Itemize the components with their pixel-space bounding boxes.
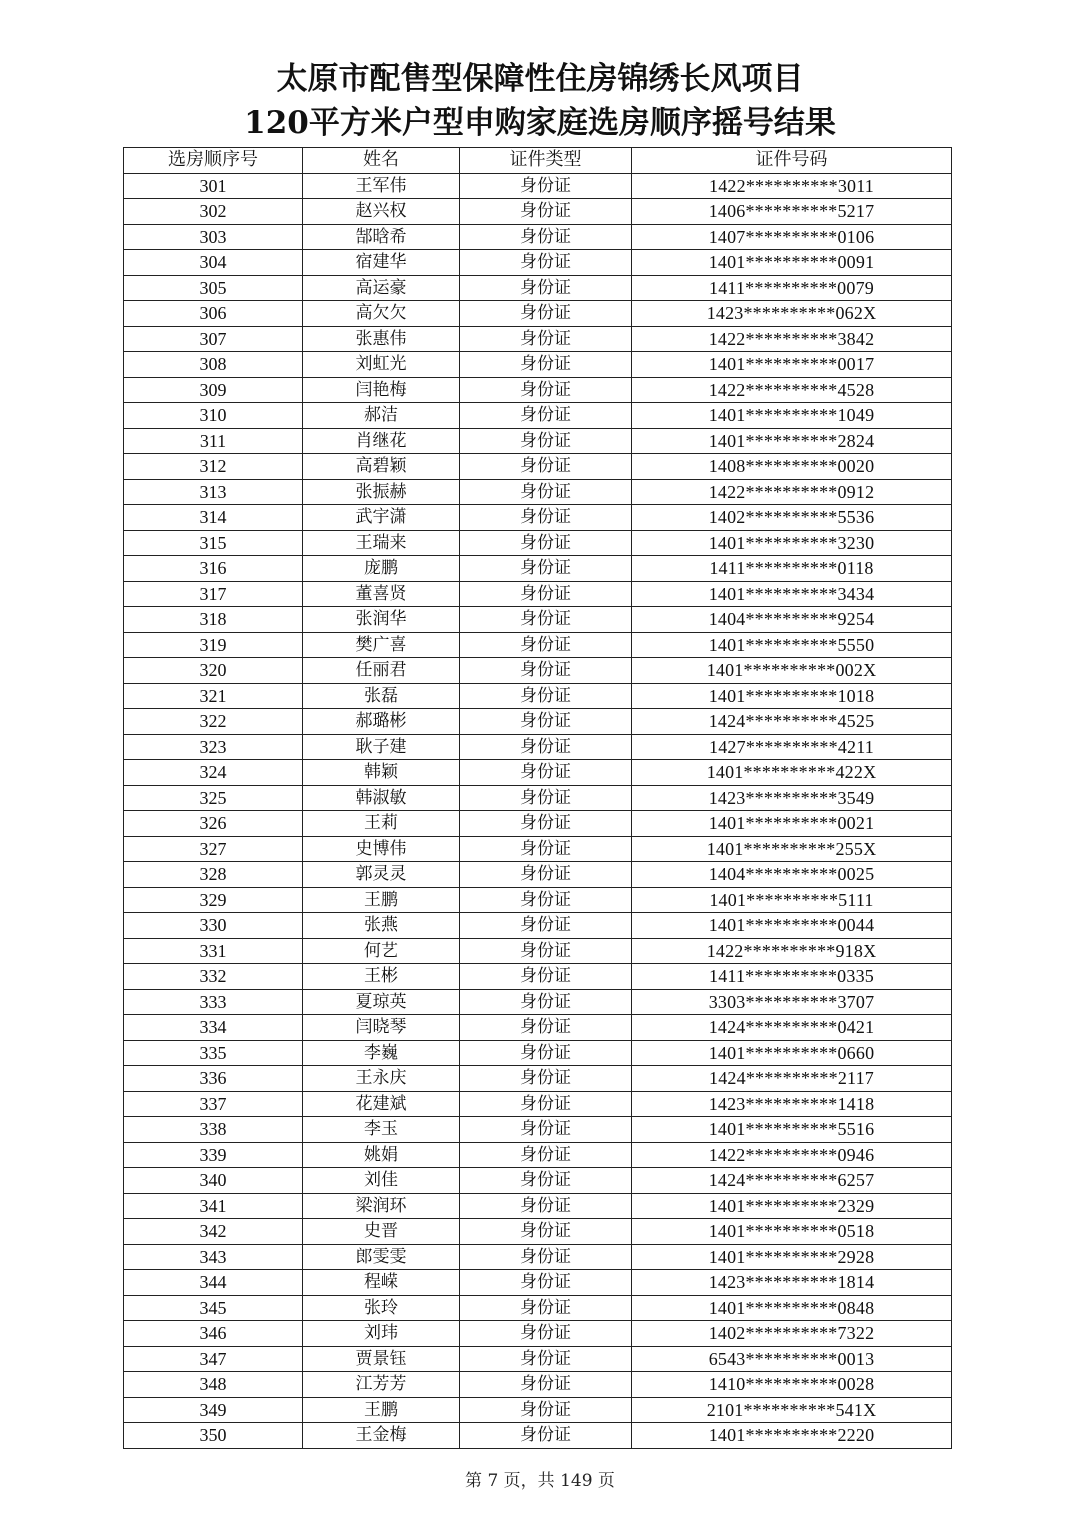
sequence-cell: 332 bbox=[124, 964, 303, 990]
id-type-cell: 身份证 bbox=[460, 428, 632, 454]
column-header-id-number: 证件号码 bbox=[632, 148, 952, 174]
table-row bbox=[124, 1142, 952, 1168]
id-type-cell: 身份证 bbox=[460, 1397, 632, 1423]
sequence-cell: 348 bbox=[124, 1372, 303, 1398]
sequence-cell: 349 bbox=[124, 1397, 303, 1423]
id-number-cell: 1424**********2117 bbox=[632, 1066, 952, 1092]
sequence-cell: 324 bbox=[124, 760, 303, 786]
id-type-cell: 身份证 bbox=[460, 1423, 632, 1449]
sequence-cell: 315 bbox=[124, 530, 303, 556]
id-number-cell: 1422**********3842 bbox=[632, 326, 952, 352]
name-cell: 武宇潇 bbox=[303, 505, 460, 531]
sequence-cell: 335 bbox=[124, 1040, 303, 1066]
table-body bbox=[124, 173, 952, 1448]
sequence-cell: 337 bbox=[124, 1091, 303, 1117]
id-type-cell: 身份证 bbox=[460, 913, 632, 939]
id-type-cell: 身份证 bbox=[460, 301, 632, 327]
sequence-cell: 334 bbox=[124, 1015, 303, 1041]
id-type-cell: 身份证 bbox=[460, 1168, 632, 1194]
id-number-cell: 1404**********9254 bbox=[632, 607, 952, 633]
table-row bbox=[124, 836, 952, 862]
table-row bbox=[124, 1295, 952, 1321]
id-number-cell: 1423**********3549 bbox=[632, 785, 952, 811]
sequence-cell: 312 bbox=[124, 454, 303, 480]
name-cell: 任丽君 bbox=[303, 658, 460, 684]
name-cell: 王莉 bbox=[303, 811, 460, 837]
name-cell: 韩颖 bbox=[303, 760, 460, 786]
table-row bbox=[124, 862, 952, 888]
name-cell: 郜晗希 bbox=[303, 224, 460, 250]
table-row bbox=[124, 683, 952, 709]
table-row bbox=[124, 377, 952, 403]
table-row bbox=[124, 938, 952, 964]
table-row bbox=[124, 632, 952, 658]
id-number-cell: 1401**********2329 bbox=[632, 1193, 952, 1219]
id-number-cell: 1424**********6257 bbox=[632, 1168, 952, 1194]
name-cell: 郝洁 bbox=[303, 403, 460, 429]
id-type-cell: 身份证 bbox=[460, 326, 632, 352]
name-cell: 郎雯雯 bbox=[303, 1244, 460, 1270]
name-cell: 姚娟 bbox=[303, 1142, 460, 1168]
name-cell: 耿子建 bbox=[303, 734, 460, 760]
table-row bbox=[124, 275, 952, 301]
id-number-cell: 1401**********002X bbox=[632, 658, 952, 684]
sequence-cell: 307 bbox=[124, 326, 303, 352]
sequence-cell: 343 bbox=[124, 1244, 303, 1270]
name-cell: 程嵘 bbox=[303, 1270, 460, 1296]
name-cell: 李巍 bbox=[303, 1040, 460, 1066]
id-type-cell: 身份证 bbox=[460, 811, 632, 837]
name-cell: 史博伟 bbox=[303, 836, 460, 862]
sequence-cell: 308 bbox=[124, 352, 303, 378]
id-number-cell: 1423**********1418 bbox=[632, 1091, 952, 1117]
id-type-cell: 身份证 bbox=[460, 709, 632, 735]
id-number-cell: 1422**********4528 bbox=[632, 377, 952, 403]
column-header-id-type: 证件类型 bbox=[460, 148, 632, 174]
name-cell: 王鹏 bbox=[303, 1397, 460, 1423]
sequence-cell: 321 bbox=[124, 683, 303, 709]
id-type-cell: 身份证 bbox=[460, 377, 632, 403]
id-number-cell: 1411**********0335 bbox=[632, 964, 952, 990]
name-cell: 贾景钰 bbox=[303, 1346, 460, 1372]
table-row bbox=[124, 1270, 952, 1296]
id-type-cell: 身份证 bbox=[460, 1066, 632, 1092]
sequence-cell: 320 bbox=[124, 658, 303, 684]
name-cell: 郝璐彬 bbox=[303, 709, 460, 735]
id-type-cell: 身份证 bbox=[460, 352, 632, 378]
name-cell: 赵兴权 bbox=[303, 199, 460, 225]
id-type-cell: 身份证 bbox=[460, 1321, 632, 1347]
sequence-cell: 336 bbox=[124, 1066, 303, 1092]
name-cell: 闫晓琴 bbox=[303, 1015, 460, 1041]
sequence-cell: 319 bbox=[124, 632, 303, 658]
sequence-cell: 331 bbox=[124, 938, 303, 964]
sequence-cell: 318 bbox=[124, 607, 303, 633]
id-type-cell: 身份证 bbox=[460, 1244, 632, 1270]
table-row bbox=[124, 1244, 952, 1270]
name-cell: 张惠伟 bbox=[303, 326, 460, 352]
sequence-cell: 322 bbox=[124, 709, 303, 735]
sequence-cell: 313 bbox=[124, 479, 303, 505]
id-number-cell: 1401**********0848 bbox=[632, 1295, 952, 1321]
name-cell: 王彬 bbox=[303, 964, 460, 990]
id-type-cell: 身份证 bbox=[460, 658, 632, 684]
id-number-cell: 1401**********0091 bbox=[632, 250, 952, 276]
sequence-cell: 329 bbox=[124, 887, 303, 913]
table-row bbox=[124, 556, 952, 582]
id-type-cell: 身份证 bbox=[460, 785, 632, 811]
sequence-cell: 317 bbox=[124, 581, 303, 607]
name-cell: 高欠欠 bbox=[303, 301, 460, 327]
column-header-sequence: 选房顺序号 bbox=[124, 148, 303, 174]
id-number-cell: 1401**********0660 bbox=[632, 1040, 952, 1066]
sequence-cell: 311 bbox=[124, 428, 303, 454]
id-number-cell: 1410**********0028 bbox=[632, 1372, 952, 1398]
id-type-cell: 身份证 bbox=[460, 1219, 632, 1245]
table-row bbox=[124, 581, 952, 607]
name-cell: 王军伟 bbox=[303, 173, 460, 199]
table-row bbox=[124, 326, 952, 352]
page-subtitle: 120平方米户型申购家庭选房顺序摇号结果 bbox=[244, 105, 836, 141]
table-row bbox=[124, 250, 952, 276]
id-number-cell: 1423**********062X bbox=[632, 301, 952, 327]
name-cell: 樊广喜 bbox=[303, 632, 460, 658]
id-number-cell: 1422**********0912 bbox=[632, 479, 952, 505]
name-cell: 高运豪 bbox=[303, 275, 460, 301]
id-type-cell: 身份证 bbox=[460, 250, 632, 276]
table-row bbox=[124, 1066, 952, 1092]
name-cell: 李玉 bbox=[303, 1117, 460, 1143]
id-number-cell: 1401**********5550 bbox=[632, 632, 952, 658]
name-cell: 闫艳梅 bbox=[303, 377, 460, 403]
sequence-cell: 333 bbox=[124, 989, 303, 1015]
name-cell: 高碧颖 bbox=[303, 454, 460, 480]
name-cell: 夏琼英 bbox=[303, 989, 460, 1015]
id-number-cell: 1411**********0118 bbox=[632, 556, 952, 582]
table-row bbox=[124, 913, 952, 939]
table-row bbox=[124, 1117, 952, 1143]
id-number-cell: 1422**********3011 bbox=[632, 173, 952, 199]
page-number-footer: 第 7 页，共 149 页 bbox=[465, 1471, 615, 1491]
sequence-cell: 304 bbox=[124, 250, 303, 276]
id-type-cell: 身份证 bbox=[460, 862, 632, 888]
name-cell: 张磊 bbox=[303, 683, 460, 709]
name-cell: 王永庆 bbox=[303, 1066, 460, 1092]
table-row bbox=[124, 989, 952, 1015]
table-row bbox=[124, 1219, 952, 1245]
id-type-cell: 身份证 bbox=[460, 581, 632, 607]
name-cell: 王鹏 bbox=[303, 887, 460, 913]
page-title: 太原市配售型保障性住房锦绣长风项目 bbox=[276, 61, 804, 97]
id-number-cell: 1401**********0518 bbox=[632, 1219, 952, 1245]
table-row bbox=[124, 352, 952, 378]
table-row bbox=[124, 403, 952, 429]
table-row bbox=[124, 658, 952, 684]
id-number-cell: 1401**********1049 bbox=[632, 403, 952, 429]
name-cell: 董喜贤 bbox=[303, 581, 460, 607]
id-number-cell: 1406**********5217 bbox=[632, 199, 952, 225]
id-number-cell: 1402**********7322 bbox=[632, 1321, 952, 1347]
table-row bbox=[124, 1423, 952, 1449]
sequence-cell: 328 bbox=[124, 862, 303, 888]
sequence-cell: 326 bbox=[124, 811, 303, 837]
id-number-cell: 1408**********0020 bbox=[632, 454, 952, 480]
id-number-cell: 1401**********1018 bbox=[632, 683, 952, 709]
id-type-cell: 身份证 bbox=[460, 683, 632, 709]
id-number-cell: 1427**********4211 bbox=[632, 734, 952, 760]
table-row bbox=[124, 479, 952, 505]
id-number-cell: 1401**********5516 bbox=[632, 1117, 952, 1143]
table-row bbox=[124, 1015, 952, 1041]
id-type-cell: 身份证 bbox=[460, 632, 632, 658]
sequence-cell: 310 bbox=[124, 403, 303, 429]
id-type-cell: 身份证 bbox=[460, 1117, 632, 1143]
id-number-cell: 1424**********0421 bbox=[632, 1015, 952, 1041]
sequence-cell: 340 bbox=[124, 1168, 303, 1194]
sequence-cell: 314 bbox=[124, 505, 303, 531]
sequence-cell: 327 bbox=[124, 836, 303, 862]
table-row bbox=[124, 785, 952, 811]
id-number-cell: 1401**********3230 bbox=[632, 530, 952, 556]
sequence-cell: 323 bbox=[124, 734, 303, 760]
id-type-cell: 身份证 bbox=[460, 479, 632, 505]
table-row bbox=[124, 1193, 952, 1219]
id-type-cell: 身份证 bbox=[460, 964, 632, 990]
sequence-cell: 330 bbox=[124, 913, 303, 939]
id-number-cell: 1401**********0017 bbox=[632, 352, 952, 378]
name-cell: 梁润环 bbox=[303, 1193, 460, 1219]
name-cell: 庞鹏 bbox=[303, 556, 460, 582]
id-number-cell: 1401**********255X bbox=[632, 836, 952, 862]
id-number-cell: 1404**********0025 bbox=[632, 862, 952, 888]
table-row bbox=[124, 1346, 952, 1372]
id-number-cell: 1401**********422X bbox=[632, 760, 952, 786]
id-type-cell: 身份证 bbox=[460, 1270, 632, 1296]
name-cell: 史晋 bbox=[303, 1219, 460, 1245]
id-number-cell: 3303**********3707 bbox=[632, 989, 952, 1015]
name-cell: 肖继花 bbox=[303, 428, 460, 454]
name-cell: 张燕 bbox=[303, 913, 460, 939]
id-type-cell: 身份证 bbox=[460, 1015, 632, 1041]
table-row bbox=[124, 1397, 952, 1423]
table-row bbox=[124, 199, 952, 225]
table-row bbox=[124, 887, 952, 913]
table-header-row bbox=[124, 148, 952, 174]
table-row bbox=[124, 811, 952, 837]
id-type-cell: 身份证 bbox=[460, 1091, 632, 1117]
table-row bbox=[124, 607, 952, 633]
id-type-cell: 身份证 bbox=[460, 505, 632, 531]
sequence-cell: 309 bbox=[124, 377, 303, 403]
table-row bbox=[124, 709, 952, 735]
id-number-cell: 2101**********541X bbox=[632, 1397, 952, 1423]
id-type-cell: 身份证 bbox=[460, 989, 632, 1015]
table-row bbox=[124, 301, 952, 327]
sequence-cell: 301 bbox=[124, 173, 303, 199]
id-type-cell: 身份证 bbox=[460, 556, 632, 582]
column-header-name: 姓名 bbox=[303, 148, 460, 174]
id-type-cell: 身份证 bbox=[460, 607, 632, 633]
sequence-cell: 302 bbox=[124, 199, 303, 225]
table-row bbox=[124, 530, 952, 556]
id-number-cell: 1411**********0079 bbox=[632, 275, 952, 301]
id-type-cell: 身份证 bbox=[460, 887, 632, 913]
sequence-cell: 339 bbox=[124, 1142, 303, 1168]
id-number-cell: 6543**********0013 bbox=[632, 1346, 952, 1372]
table-row bbox=[124, 1091, 952, 1117]
table-row bbox=[124, 505, 952, 531]
table-row bbox=[124, 964, 952, 990]
sequence-cell: 344 bbox=[124, 1270, 303, 1296]
sequence-cell: 342 bbox=[124, 1219, 303, 1245]
id-number-cell: 1401**********2220 bbox=[632, 1423, 952, 1449]
sequence-cell: 306 bbox=[124, 301, 303, 327]
table-row bbox=[124, 454, 952, 480]
table-row bbox=[124, 1040, 952, 1066]
id-type-cell: 身份证 bbox=[460, 938, 632, 964]
id-number-cell: 1401**********2824 bbox=[632, 428, 952, 454]
name-cell: 刘玮 bbox=[303, 1321, 460, 1347]
id-number-cell: 1401**********5111 bbox=[632, 887, 952, 913]
sequence-cell: 325 bbox=[124, 785, 303, 811]
table-row bbox=[124, 1168, 952, 1194]
id-type-cell: 身份证 bbox=[460, 403, 632, 429]
id-type-cell: 身份证 bbox=[460, 760, 632, 786]
name-cell: 刘佳 bbox=[303, 1168, 460, 1194]
id-type-cell: 身份证 bbox=[460, 1040, 632, 1066]
id-number-cell: 1422**********918X bbox=[632, 938, 952, 964]
id-number-cell: 1422**********0946 bbox=[632, 1142, 952, 1168]
id-number-cell: 1423**********1814 bbox=[632, 1270, 952, 1296]
table-row bbox=[124, 224, 952, 250]
id-number-cell: 1402**********5536 bbox=[632, 505, 952, 531]
name-cell: 王金梅 bbox=[303, 1423, 460, 1449]
id-type-cell: 身份证 bbox=[460, 734, 632, 760]
sequence-cell: 346 bbox=[124, 1321, 303, 1347]
id-number-cell: 1401**********0021 bbox=[632, 811, 952, 837]
table-row bbox=[124, 173, 952, 199]
id-type-cell: 身份证 bbox=[460, 275, 632, 301]
name-cell: 宿建华 bbox=[303, 250, 460, 276]
lottery-results-table bbox=[123, 147, 952, 1449]
sequence-cell: 338 bbox=[124, 1117, 303, 1143]
name-cell: 韩淑敏 bbox=[303, 785, 460, 811]
name-cell: 花建斌 bbox=[303, 1091, 460, 1117]
id-type-cell: 身份证 bbox=[460, 454, 632, 480]
id-number-cell: 1401**********2928 bbox=[632, 1244, 952, 1270]
name-cell: 何艺 bbox=[303, 938, 460, 964]
sequence-cell: 316 bbox=[124, 556, 303, 582]
id-type-cell: 身份证 bbox=[460, 224, 632, 250]
table-row bbox=[124, 734, 952, 760]
table-row bbox=[124, 760, 952, 786]
sequence-cell: 305 bbox=[124, 275, 303, 301]
sequence-cell: 347 bbox=[124, 1346, 303, 1372]
name-cell: 王瑞来 bbox=[303, 530, 460, 556]
sequence-cell: 341 bbox=[124, 1193, 303, 1219]
id-type-cell: 身份证 bbox=[460, 1372, 632, 1398]
id-type-cell: 身份证 bbox=[460, 1346, 632, 1372]
name-cell: 郭灵灵 bbox=[303, 862, 460, 888]
id-number-cell: 1401**********0044 bbox=[632, 913, 952, 939]
id-number-cell: 1424**********4525 bbox=[632, 709, 952, 735]
table-row bbox=[124, 1321, 952, 1347]
id-type-cell: 身份证 bbox=[460, 1193, 632, 1219]
id-type-cell: 身份证 bbox=[460, 199, 632, 225]
table-row bbox=[124, 1372, 952, 1398]
id-number-cell: 1407**********0106 bbox=[632, 224, 952, 250]
sequence-cell: 345 bbox=[124, 1295, 303, 1321]
id-type-cell: 身份证 bbox=[460, 836, 632, 862]
id-type-cell: 身份证 bbox=[460, 1142, 632, 1168]
name-cell: 张振赫 bbox=[303, 479, 460, 505]
id-type-cell: 身份证 bbox=[460, 530, 632, 556]
id-type-cell: 身份证 bbox=[460, 173, 632, 199]
sequence-cell: 350 bbox=[124, 1423, 303, 1449]
name-cell: 江芳芳 bbox=[303, 1372, 460, 1398]
id-number-cell: 1401**********3434 bbox=[632, 581, 952, 607]
id-type-cell: 身份证 bbox=[460, 1295, 632, 1321]
table-row bbox=[124, 428, 952, 454]
sequence-cell: 303 bbox=[124, 224, 303, 250]
name-cell: 张润华 bbox=[303, 607, 460, 633]
name-cell: 张玲 bbox=[303, 1295, 460, 1321]
name-cell: 刘虹光 bbox=[303, 352, 460, 378]
